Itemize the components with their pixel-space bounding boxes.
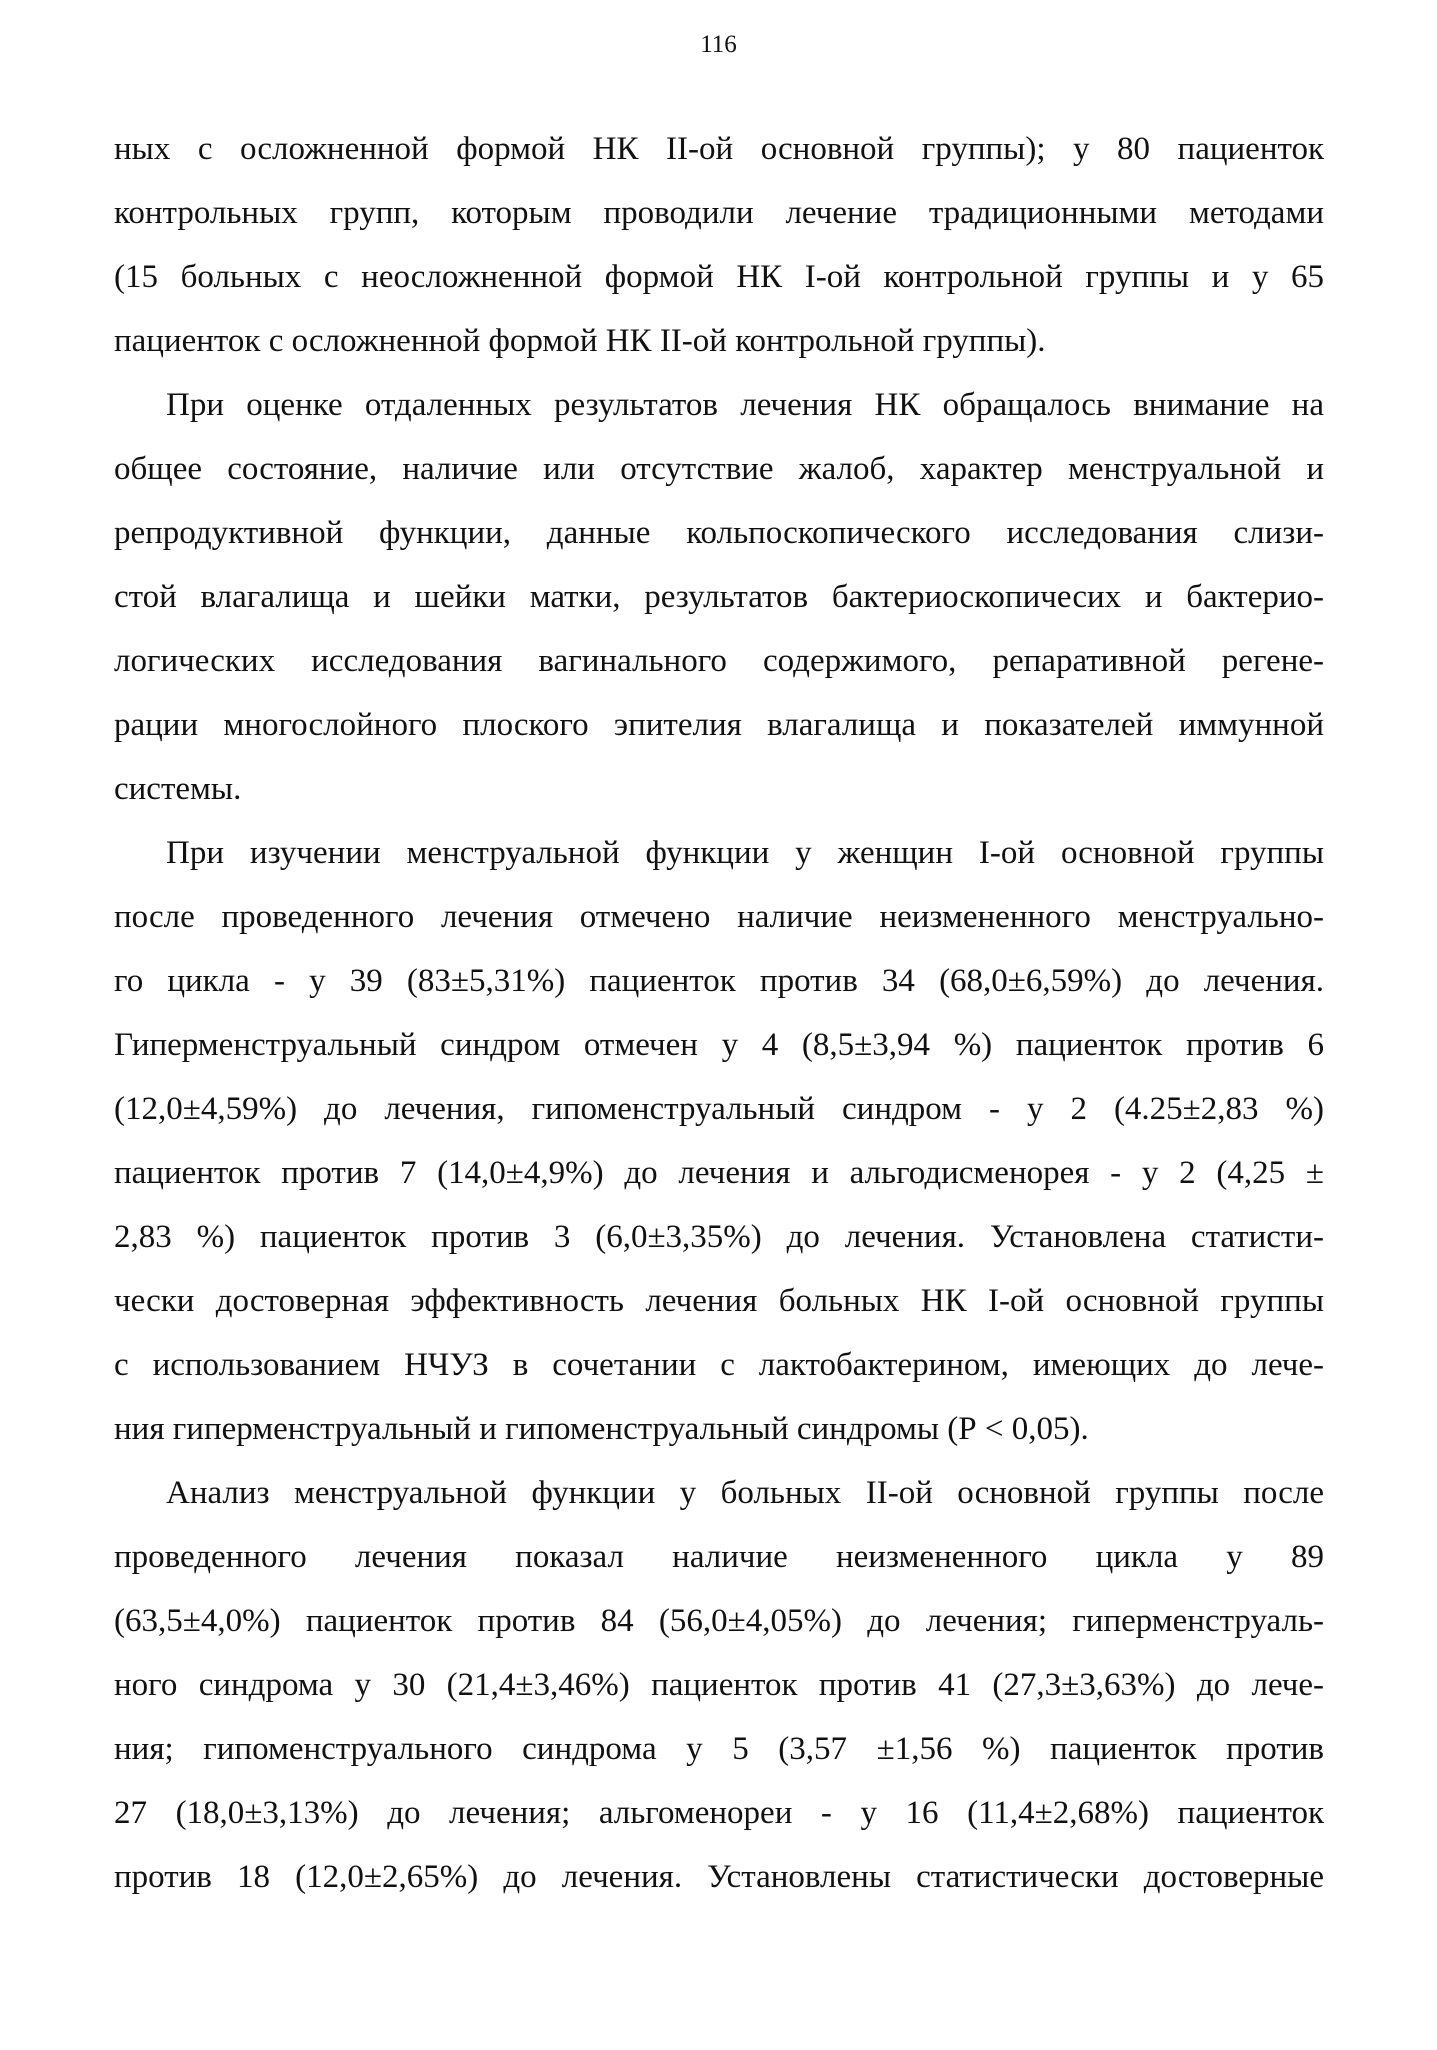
page-number: 116 bbox=[700, 31, 737, 58]
text-line: Анализ менструальной функции у больных II-ой основной группы после bbox=[166, 1475, 1324, 1511]
paragraph bbox=[114, 117, 1324, 373]
text-line: контрольных групп, которым проводили лечение традиционными методами bbox=[114, 195, 1324, 231]
text-line: рации многослойного плоского эпителия влагалища и показателей иммунной bbox=[114, 707, 1324, 743]
text-line: после проведенного лечения отмечено наличие неизмененного менструально- bbox=[114, 899, 1324, 935]
text-line: 27 (18,0±3,13%) до лечения; альгоменореи - у 16 (11,4±2,68%) пациенток bbox=[114, 1795, 1324, 1831]
paragraph bbox=[114, 1461, 1324, 1909]
text-line: ния гиперменструальный и гипоменструальный синдромы (Р < 0,05). bbox=[114, 1411, 1089, 1447]
text-line: (63,5±4,0%) пациенток против 84 (56,0±4,05%) до лечения; гиперменструаль- bbox=[114, 1603, 1324, 1639]
text-line: Гиперменструальный синдром отмечен у 4 (8,5±3,94 %) пациенток против 6 bbox=[114, 1027, 1324, 1063]
text-line: системы. bbox=[114, 771, 242, 807]
text-line: против 18 (12,0±2,65%) до лечения. Установлены статистически достоверные bbox=[114, 1859, 1324, 1895]
text-line: При оценке отдаленных результатов лечения НК обращалось внимание на bbox=[166, 387, 1324, 423]
text-line: (12,0±4,59%) до лечения, гипоменструальный синдром - у 2 (4.25±2,83 %) bbox=[114, 1091, 1324, 1127]
text-line: пациенток с осложненной формой НК II-ой контрольной группы). bbox=[114, 323, 1046, 359]
text-line: ного синдрома у 30 (21,4±3,46%) пациенток против 41 (27,3±3,63%) до лече- bbox=[114, 1667, 1324, 1703]
text-line: чески достоверная эффективность лечения больных НК I-ой основной группы bbox=[114, 1283, 1324, 1319]
paragraph bbox=[114, 821, 1324, 1461]
text-line: ных с осложненной формой НК II-ой основной группы); у 80 пациенток bbox=[114, 131, 1324, 167]
text-line: ния; гипоменструального синдрома у 5 (3,57 ±1,56 %) пациенток против bbox=[114, 1731, 1324, 1767]
text-line: репродуктивной функции, данные кольпоскопического исследования слизи- bbox=[114, 515, 1324, 551]
text-line: стой влагалища и шейки матки, результатов бактериоскопичесих и бактерио- bbox=[114, 579, 1324, 615]
text-line: проведенного лечения показал наличие неизмененного цикла у 89 bbox=[114, 1539, 1324, 1575]
text-line: При изучении менструальной функции у женщин I-ой основной группы bbox=[166, 835, 1324, 871]
text-line: общее состояние, наличие или отсутствие жалоб, характер менструальной и bbox=[114, 451, 1324, 487]
text-line: пациенток против 7 (14,0±4,9%) до лечения и альгодисменорея - у 2 (4,25 ± bbox=[114, 1155, 1324, 1191]
paragraph bbox=[114, 373, 1324, 821]
text-line: 2,83 %) пациенток против 3 (6,0±3,35%) до лечения. Установлена статисти- bbox=[114, 1219, 1324, 1255]
body-text bbox=[114, 117, 1324, 1909]
text-line: логических исследования вагинального содержимого, репаративной регене- bbox=[114, 643, 1324, 679]
text-line: го цикла - у 39 (83±5,31%) пациенток против 34 (68,0±6,59%) до лечения. bbox=[114, 963, 1324, 999]
text-line: (15 больных с неосложненной формой НК I-ой контрольной группы и у 65 bbox=[114, 259, 1324, 295]
text-line: с использованием НЧУЗ в сочетании с лактобактерином, имеющих до лече- bbox=[114, 1347, 1324, 1383]
